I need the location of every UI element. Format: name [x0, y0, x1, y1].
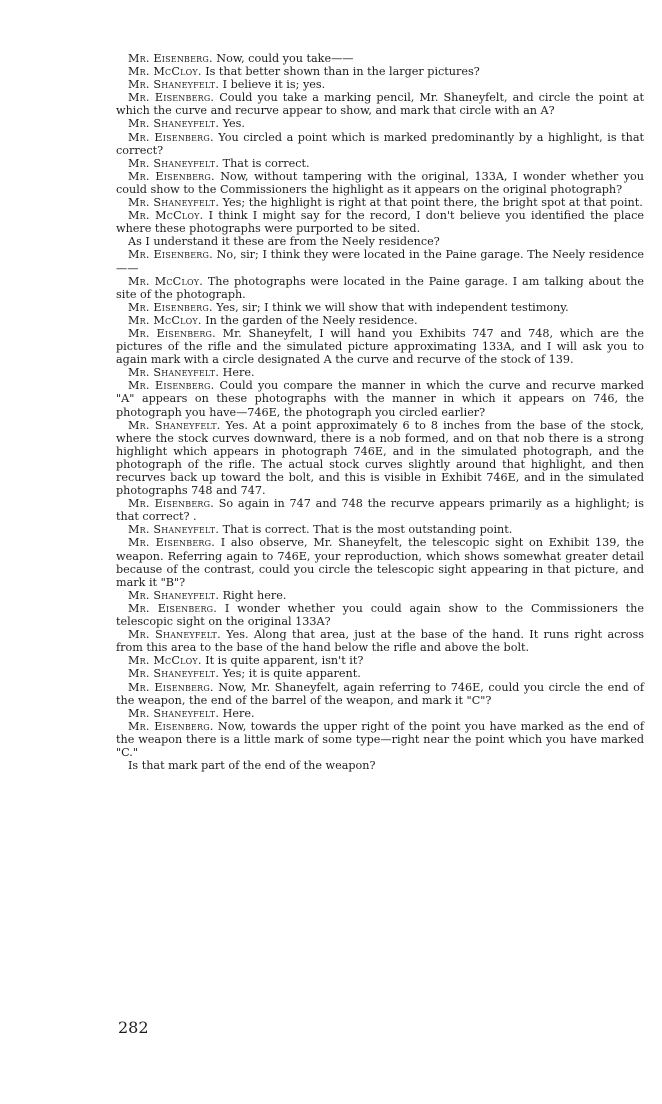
transcript-paragraph — [116, 78, 644, 91]
speech-text: Yes. — [222, 117, 245, 131]
transcript-paragraph — [116, 681, 644, 707]
speaker-name: Mr. Eisenberg. — [128, 300, 213, 314]
speech-text: As I understand it these are from the Neely residence? — [128, 235, 440, 249]
speech-text: Here. — [222, 706, 255, 720]
transcript-paragraph — [116, 314, 644, 327]
transcript-paragraph — [116, 759, 644, 772]
speech-text: That is correct. That is the most outstanding point. — [222, 523, 513, 537]
speech-text: I think I might say for the record, I don't believe you identified the place where these photographs were purported to be sited. — [116, 209, 645, 236]
transcript-paragraph — [116, 275, 644, 301]
transcript-paragraph — [116, 196, 644, 209]
transcript-paragraph — [116, 301, 644, 314]
speaker-name: Mr. Shaneyfelt. — [128, 706, 220, 720]
speech-text: In the garden of the Neely residence. — [205, 313, 418, 327]
speaker-name: Mr. McCloy. — [128, 65, 202, 79]
speech-text: Could you compare the manner in which the curve and recurve marked "A" appears on these photographs with the manner in which it appears on 746, the photograph you have—746E, the photograph you circled earlier? — [116, 379, 645, 419]
speaker-name: Mr. Shaneyfelt. — [128, 117, 220, 131]
speech-text: I wonder whether you could again show to the Commissioners the telescopic sight on the original 133A? — [116, 601, 644, 629]
transcript-paragraph — [116, 170, 644, 196]
speech-text: Mr. Shaneyfelt, I will hand you Exhibits 747 and 748, which are the pictures of the rifle and the simulated picture approximating 133A, and I will ask you to again mark with a circle designated A the curve and recurve of the stock of 139. — [116, 326, 644, 367]
speaker-name: Mr. Eisenberg. — [128, 52, 213, 65]
speaker-name: Mr. McCloy. — [128, 209, 204, 223]
speaker-name: Mr. McCloy. — [128, 654, 202, 668]
transcript-paragraph — [116, 327, 644, 366]
transcript-paragraph — [116, 65, 644, 78]
speaker-name: Mr. Shaneyfelt. — [128, 588, 220, 602]
speech-text: Now, could you take—— — [216, 52, 354, 65]
speech-text: Yes. At a point approximately 6 to 8 inches from the base of the stock, where the stock curves downward, there is a nob formed, and on that nob there is a strong highlight which appears in photograph 746E, and in the simulated photograph, and the photograph of the rifle. The actual stock curves slightly around that highlight, and then recurves back up toward the bolt, and this is visible in Exhibit 746E, and in the simulated photographs 748 and 747. — [116, 418, 644, 498]
speech-text: The photographs were located in the Paine garage. I am talking about the site of the photograph. — [116, 274, 644, 301]
speaker-name: Mr. Shaneyfelt. — [128, 196, 220, 210]
speaker-name: Mr. Eisenberg. — [128, 497, 214, 511]
transcript-paragraph — [116, 209, 644, 235]
speaker-name: Mr. Shaneyfelt. — [128, 366, 220, 380]
speaker-name: Mr. Shaneyfelt. — [128, 628, 221, 642]
speaker-name: Mr. Eisenberg. — [128, 91, 215, 105]
speaker-name: Mr. Eisenberg. — [128, 130, 214, 144]
speech-text: I believe it is; yes. — [222, 78, 326, 92]
transcript-paragraph — [116, 419, 644, 498]
speech-text: Yes; it is quite apparent. — [222, 667, 361, 681]
speech-text: Is that mark part of the end of the weapon? — [128, 759, 376, 773]
transcript-paragraph — [116, 248, 644, 274]
transcript-paragraph — [116, 602, 644, 628]
speaker-name: Mr. Eisenberg. — [128, 248, 213, 262]
transcript-paragraph — [116, 235, 644, 248]
speech-text: You circled a point which is marked predominantly by a highlight, is that correct? — [116, 130, 645, 157]
speaker-name: Mr. McCloy. — [128, 274, 203, 288]
speech-text: Right here. — [222, 588, 287, 602]
speaker-name: Mr. McCloy. — [128, 313, 202, 327]
transcript-paragraph — [116, 707, 644, 720]
speech-text: It is quite apparent, isn't it? — [205, 654, 364, 668]
transcript-paragraph — [116, 52, 644, 65]
speech-text: Yes. Along that area, just at the base of the hand. It runs right across from this area to the base of the hand below the rifle and above the bolt. — [116, 628, 644, 655]
speech-text: Yes; the highlight is right at that point there, the bright spot at that point. — [222, 196, 643, 210]
speaker-name: Mr. Shaneyfelt. — [128, 418, 221, 432]
speech-text: Could you take a marking pencil, Mr. Shaneyfelt, and circle the point at which the curve and recurve appear to show, and mark that circle with an A? — [116, 91, 644, 118]
speaker-name: Mr. Shaneyfelt. — [128, 523, 220, 537]
speech-text: Yes, sir; I think we will show that with independent testimony. — [216, 300, 569, 314]
speaker-name: Mr. Shaneyfelt. — [128, 667, 220, 681]
speech-text: No, sir; I think they were located in the Paine garage. The Neely residence—— — [116, 248, 644, 275]
speech-text: Now, without tampering with the original, 133A, I wonder whether you could show to the Commissioners the highlight as it appears on the original photograph? — [116, 169, 644, 196]
transcript-paragraph — [116, 523, 644, 536]
transcript-page — [116, 52, 644, 772]
speaker-name: Mr. Shaneyfelt. — [128, 156, 220, 170]
transcript-paragraph — [116, 379, 644, 418]
transcript-paragraph — [116, 720, 644, 759]
speech-text: Here. — [222, 366, 255, 380]
transcript-paragraph — [116, 589, 644, 602]
transcript-paragraph — [116, 117, 644, 130]
testimony-transcript — [116, 52, 644, 772]
speech-text: That is correct. — [222, 156, 310, 170]
speech-text: Is that better shown than in the larger pictures? — [205, 65, 480, 79]
speech-text: Now, Mr. Shaneyfelt, again referring to 746E, could you circle the end of the weapon, the end of the barrel of the weapon, and mark it "C"? — [116, 680, 645, 707]
page-number: 282 — [118, 1018, 149, 1037]
transcript-paragraph — [116, 157, 644, 170]
speaker-name: Mr. Eisenberg. — [128, 536, 215, 550]
transcript-paragraph — [116, 654, 644, 667]
transcript-paragraph — [116, 91, 644, 117]
speaker-name: Mr. Eisenberg. — [128, 169, 215, 183]
speaker-name: Mr. Shaneyfelt. — [128, 78, 220, 92]
transcript-paragraph — [116, 131, 644, 157]
speaker-name: Mr. Eisenberg. — [128, 719, 214, 733]
speaker-name: Mr. Eisenberg. — [128, 680, 214, 694]
transcript-paragraph — [116, 497, 644, 523]
transcript-paragraph — [116, 536, 644, 588]
transcript-paragraph — [116, 366, 644, 379]
transcript-paragraph — [116, 667, 644, 680]
speaker-name: Mr. Eisenberg. — [128, 601, 218, 615]
speaker-name: Mr. Eisenberg. — [128, 379, 215, 393]
speech-text: Now, towards the upper right of the point you have marked as the end of the weapon there is a little mark of some type—right near the point which you have marked "C." — [116, 719, 644, 759]
speech-text: I also observe, Mr. Shaneyfelt, the telescopic sight on Exhibit 139, the weapon. Referring again to 746E, your reproduction, which shows somewhat greater detail because of the contrast, could you circle the telescopic sight appearing in that picture, and mark it "B"? — [116, 536, 644, 589]
transcript-paragraph — [116, 628, 644, 654]
speaker-name: Mr. Eisenberg. — [128, 326, 216, 340]
speech-text: So again in 747 and 748 the recurve appears primarily as a highlight; is that correct? . — [116, 497, 644, 524]
